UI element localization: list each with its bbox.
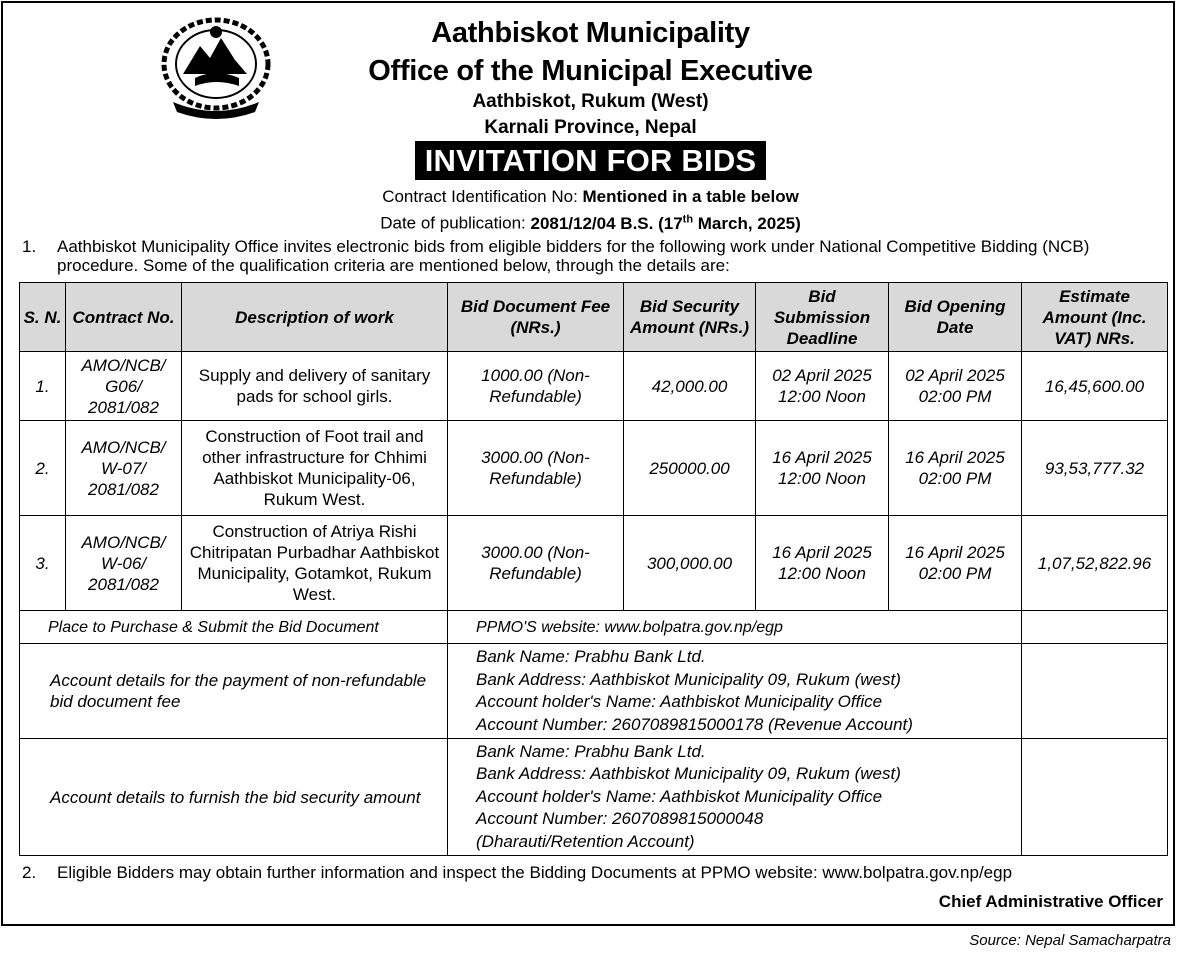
header-opening: Bid Opening Date [889,283,1022,352]
cell-sn: 3. [20,516,66,611]
office-name: Office of the Municipal Executive [368,55,813,87]
further-info-paragraph [22,863,1172,882]
intro-paragraph [22,237,1172,275]
security-account-label: Account details to furnish the bid security amount [20,739,448,856]
cell-submission: 16 April 2025 12:00 Noon [756,421,889,516]
banner [0,141,1181,180]
para2-text: Eligible Bidders may obtain further information and inspect the Bidding Documents at PPMO website: www.bolpatra.gov.np/egp [57,863,1013,882]
security-bank-name: Bank Name: Prabhu Bank Ltd. [476,741,706,761]
cell-security: 300,000.00 [624,516,756,611]
cell-estimate: 16,45,600.00 [1022,352,1168,421]
contract-id-label: Contract Identification No: [382,187,583,206]
security-account-type: (Dharauti/Retention Account) [476,831,695,851]
table-header-row [20,283,1168,352]
cell-description: Construction of Foot trail and other infrastructure for Chhimi Aathbiskot Municipality-06, Rukum West. [182,421,448,516]
fee-account-label: Account details for the payment of non-refundable bid document fee [20,644,448,739]
fee-empty-cell [1022,644,1168,739]
table-row [20,421,1168,516]
header-description: Description of work [182,283,448,352]
fee-account-holder: Account holder's Name: Aathbiskot Municipality Office [476,692,883,711]
security-account-details [448,739,1022,856]
fee-account-row [20,644,1168,739]
cell-estimate: 1,07,52,822.96 [1022,516,1168,611]
header-fee: Bid Document Fee (NRs.) [448,283,624,352]
cell-estimate: 93,53,777.32 [1022,421,1168,516]
cell-security: 250000.00 [624,421,756,516]
intro-number: 1. [22,237,37,256]
banner-text: INVITATION FOR BIDS [415,141,767,180]
cell-opening: 02 April 2025 02:00 PM [889,352,1022,421]
source-credit: Source: Nepal Samacharpatra [969,932,1171,949]
office-province: Karnali Province, Nepal [484,117,697,138]
table-row [20,516,1168,611]
cell-sn: 1. [20,352,66,421]
place-row [20,611,1168,644]
table-row [20,352,1168,421]
cell-fee: 3000.00 (Non-Refundable) [448,516,624,611]
date-sup: th [682,213,694,225]
cell-security: 42,000.00 [624,352,756,421]
cell-contract: AMO/NCB/ W-06/ 2081/082 [66,516,182,611]
office-address: Aathbiskot, Rukum (West) [472,91,709,112]
date-bs: 2081/12/04 B.S. (17 [530,213,683,233]
date-label: Date of publication: [380,213,531,233]
fee-bank-name: Bank Name: Prabhu Bank Ltd. [476,647,706,666]
header-contract: Contract No. [66,283,182,352]
publication-date-line [0,213,1181,234]
security-empty-cell [1022,739,1168,856]
intro-text: Aathbiskot Municipality Office invites electronic bids from eligible bidders for the following work under National Competitive Bidding (NCB) procedure. Some of the qualification criteria are mentioned below, through the details are: [57,237,1090,275]
place-value: PPMO'S website: www.bolpatra.gov.np/egp [448,611,1022,644]
cell-sn: 2. [20,421,66,516]
cell-submission: 02 April 2025 12:00 Noon [756,352,889,421]
header-submission: Bid Submission Deadline [756,283,889,352]
security-account-holder: Account holder's Name: Aathbiskot Municipality Office [476,786,883,806]
cell-description: Supply and delivery of sanitary pads for school girls. [182,352,448,421]
cell-submission: 16 April 2025 12:00 Noon [756,516,889,611]
date-ad: March, 2025) [693,213,801,233]
place-label: Place to Purchase & Submit the Bid Document [20,611,448,644]
para2-number: 2. [22,863,37,882]
cell-opening: 16 April 2025 02:00 PM [889,516,1022,611]
cell-description: Construction of Atriya Rishi Chitripatan Purbadhar Aathbiskot Municipality, Gotamkot, Rukum West. [182,516,448,611]
cell-contract: AMO/NCB/ W-07/ 2081/082 [66,421,182,516]
fee-bank-address: Bank Address: Aathbiskot Municipality 09, Rukum (west) [476,669,901,689]
cell-contract: AMO/NCB/ G06/ 2081/082 [66,352,182,421]
signature: Chief Administrative Officer [938,892,1163,911]
bids-table [19,282,1168,856]
cell-fee: 1000.00 (Non-Refundable) [448,352,624,421]
security-account-number: Account Number: 2607089815000048 [476,809,764,829]
header-sn: S. N. [20,283,66,352]
security-bank-address: Bank Address: Aathbiskot Municipality 09, Rukum (west) [476,764,901,784]
header-estimate: Estimate Amount (Inc. VAT) NRs. [1022,283,1168,352]
contract-id-value: Mentioned in a table below [582,187,799,206]
fee-account-number: Account Number: 2607089815000178 (Revenue Account) [476,714,913,734]
header-security: Bid Security Amount (NRs.) [624,283,756,352]
contract-id-line [0,187,1181,207]
place-empty-cell [1022,611,1168,644]
municipality-name: Aathbiskot Municipality [431,17,750,49]
cell-opening: 16 April 2025 02:00 PM [889,421,1022,516]
fee-account-details [448,644,1022,739]
cell-fee: 3000.00 (Non-Refundable) [448,421,624,516]
security-account-row [20,739,1168,856]
